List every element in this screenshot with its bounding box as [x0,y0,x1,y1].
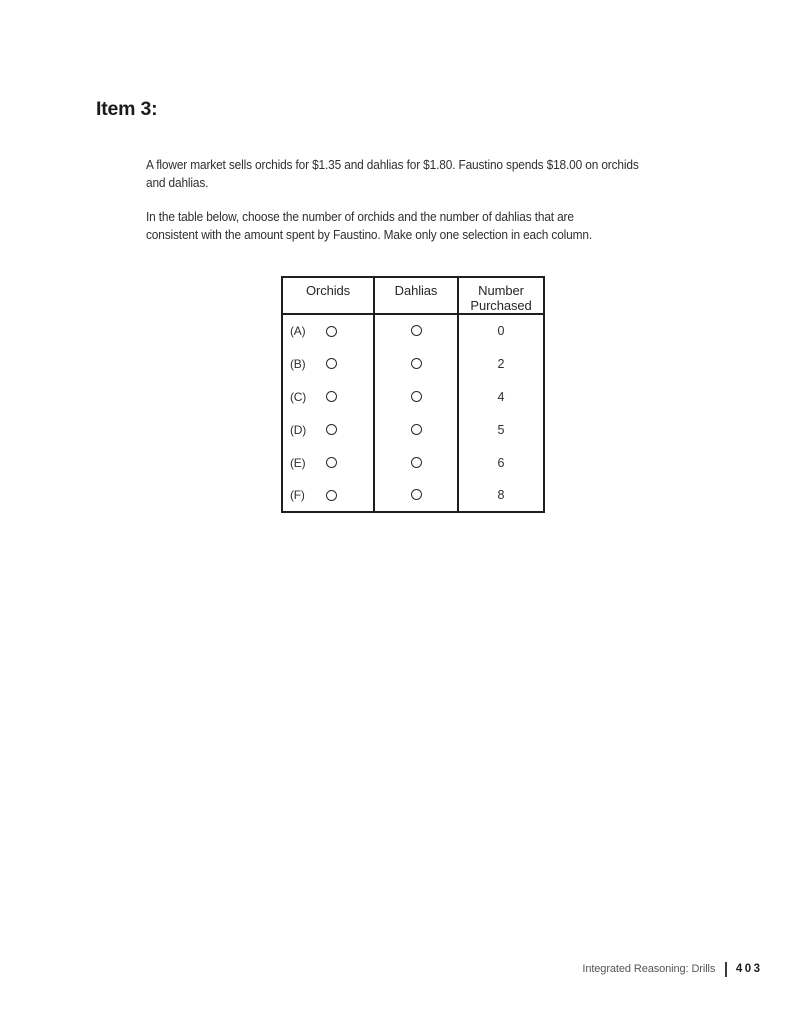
dahlias-radio[interactable] [411,489,422,500]
number-purchased-value: 4 [458,380,544,413]
stem-paragraph-2 [146,208,592,244]
orchids-radio[interactable] [326,490,337,501]
number-purchased-value: 8 [458,479,544,512]
orchids-radio[interactable] [326,326,337,337]
orchids-radio[interactable] [326,391,337,402]
row-label: (F) [290,488,305,502]
page-number: 403 [735,963,763,975]
dahlias-radio[interactable] [411,358,422,369]
page-footer [582,960,763,978]
dahlias-radio[interactable] [411,457,422,468]
table-row [282,380,544,413]
table-header-row [282,277,544,314]
dahlias-radio[interactable] [411,325,422,336]
footer-divider [725,962,727,977]
dahlias-radio[interactable] [411,424,422,435]
number-purchased-value: 6 [458,446,544,479]
stem-line: consistent with the amount spent by Faustino. Make only one selection in each column. [146,228,592,242]
table-row [282,347,544,380]
orchids-radio[interactable] [326,457,337,468]
number-purchased-value: 0 [458,314,544,347]
column-header-dahlias: Dahlias [374,277,458,314]
row-label: (E) [290,455,306,470]
stem-line: In the table below, choose the number of orchids and the number of dahlias that are [146,210,574,224]
row-label: (C) [290,389,307,404]
row-label: (D) [290,422,307,437]
table-row [282,479,544,512]
column-header-orchids: Orchids [282,277,374,314]
table-row [282,413,544,446]
dahlias-radio[interactable] [411,391,422,402]
row-label: (B) [290,356,306,371]
stem-line: and dahlias. [146,176,209,190]
number-purchased-value: 5 [458,413,544,446]
number-purchased-value: 2 [458,347,544,380]
orchids-radio[interactable] [326,358,337,369]
column-header-number-purchased: Number Purchased [458,277,544,314]
table-row [282,446,544,479]
table-row [282,314,544,347]
footer-section-label: Integrated Reasoning: Drills [582,963,716,975]
row-label: (A) [290,324,306,338]
answer-table [281,276,545,513]
orchids-radio[interactable] [326,424,337,435]
stem-line: A flower market sells orchids for $1.35 and dahlias for $1.80. Faustino spends $18.00 on orchids [146,158,639,172]
stem-paragraph-1 [146,156,639,192]
item-heading: Item 3: [96,98,158,120]
